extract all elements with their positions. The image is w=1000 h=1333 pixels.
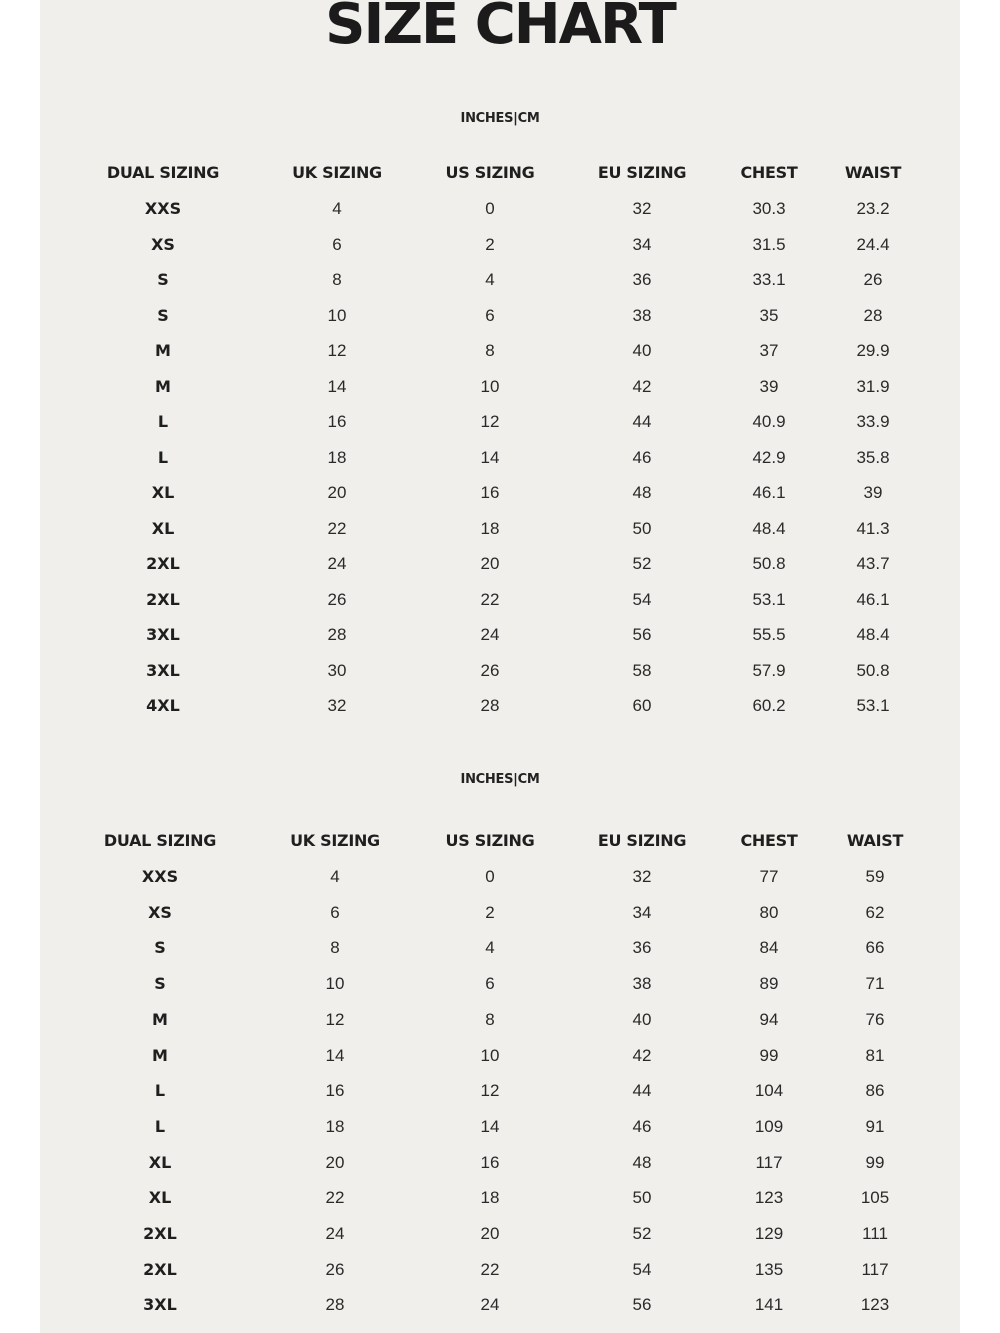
table-cell: 66 [865,938,885,958]
column-header: EU SIZING [597,163,687,182]
table-cell: 24.4 [856,234,890,254]
table-cell: 8 [485,341,495,360]
table-cell: 135 [754,1259,784,1279]
table-cell: 89 [759,974,779,994]
table-cell: 84 [759,938,779,958]
size-label-cell: XXS [141,867,179,886]
table-cell: 28 [325,1295,345,1315]
table-cell: 50 [632,1188,652,1208]
size-label-cell: 2XL [143,1224,177,1243]
table-cell: 40 [632,1009,652,1029]
table-cell: 117 [861,1259,889,1279]
table-cell: 16 [327,412,347,431]
table-cell: 14 [325,1045,345,1065]
table-cell: 40 [632,341,652,360]
table-cell: 20 [325,1152,345,1172]
table-cell: 57.9 [752,660,786,680]
table-cell: 6 [485,974,495,994]
table-cell: 48 [632,483,652,502]
table-cell: 42 [632,1045,652,1065]
table-cell: 44 [632,412,652,431]
table-cell: 43.7 [856,554,890,573]
table-cell: 22 [480,1259,500,1279]
table-cell: 26 [325,1259,345,1279]
table-cell: 76 [865,1009,885,1029]
table-cell: 18 [480,518,500,538]
table-cell: 36 [632,938,652,958]
size-label-cell: XXS [144,199,182,218]
table-cell: 8 [485,1009,495,1029]
table-cell: 24 [325,1224,345,1243]
size-label-cell: XL [151,518,175,538]
table-cell: 41.3 [856,518,890,538]
table-cell: 50 [632,518,652,538]
size-label-cell: L [157,412,169,431]
table-cell: 31.5 [752,234,786,254]
table-cell: 30.3 [752,199,786,218]
table-cell: 104 [754,1081,784,1101]
size-label-cell: 4XL [146,696,180,715]
table-cell: 14 [480,447,500,467]
size-label-cell: L [154,1081,166,1101]
table-cell: 4 [332,199,342,218]
table-cell: 10 [325,974,345,994]
table-cell: 54 [632,1259,652,1279]
table-cell: 4 [485,938,495,958]
table-cell: 48.4 [752,518,786,538]
table-cell: 46 [632,1116,652,1136]
column-header: UK SIZING [292,163,382,182]
table-cell: 26 [863,270,883,289]
table-cell: 12 [480,412,500,431]
unit-label: INCHES|CM [460,111,540,126]
size-label-cell: L [157,447,169,467]
size-label-cell: L [154,1116,166,1136]
table-cell: 4 [485,270,495,289]
table-cell: 55.5 [752,625,786,644]
table-cell: 2 [485,234,495,254]
table-cell: 18 [480,1188,500,1208]
table-cell: 16 [325,1081,345,1101]
table-cell: 12 [327,341,347,360]
table-cell: 8 [330,938,340,958]
table-cell: 33.1 [752,270,786,289]
table-cell: 34 [632,234,652,254]
table-cell: 48 [632,1152,652,1172]
table-cell: 56 [632,625,652,644]
size-label-cell: M [152,1009,168,1029]
table-cell: 6 [485,305,495,325]
table-cell: 35.8 [856,447,890,467]
table-cell: 42.9 [752,447,786,467]
table-cell: 22 [480,589,500,609]
table-cell: 129 [754,1224,784,1243]
table-cell: 8 [332,270,342,289]
table-cell: 50.8 [752,554,786,573]
table-cell: 48.4 [856,625,890,644]
column-header: EU SIZING [597,831,687,850]
table-cell: 38 [632,305,652,325]
size-label-cell: S [154,938,166,958]
table-cell: 56 [632,1295,652,1315]
table-cell: 32 [632,867,652,886]
table-cell: 14 [327,376,347,396]
table-cell: 10 [480,376,500,396]
table-cell: 71 [865,974,885,994]
table-cell: 37 [759,341,779,360]
table-cell: 38 [632,974,652,994]
table-cell: 32 [632,199,652,218]
table-cell: 18 [327,447,347,467]
table-cell: 28 [327,625,347,644]
table-cell: 33.9 [856,412,890,431]
table-cell: 6 [330,902,340,922]
table-cell: 14 [480,1116,500,1136]
table-cell: 99 [759,1045,779,1065]
table-cell: 62 [865,902,885,922]
size-label-cell: 2XL [146,554,180,573]
size-label-cell: XL [148,1188,172,1208]
table-cell: 86 [865,1081,885,1101]
size-label-cell: 3XL [146,625,180,644]
table-cell: 123 [860,1295,890,1315]
size-label-cell: 3XL [146,660,180,680]
table-cell: 109 [754,1116,784,1136]
table-cell: 34 [632,902,652,922]
table-cell: 60 [632,696,652,715]
table-cell: 53.1 [856,696,890,715]
column-header: WAIST [844,163,902,182]
column-header: US SIZING [445,163,535,182]
table-cell: 29.9 [856,341,890,360]
table-cell: 10 [480,1045,500,1065]
column-header: DUAL SIZING [103,831,217,850]
column-header: CHEST [740,163,798,182]
table-cell: 36 [632,270,652,289]
table-cell: 28 [863,305,883,325]
table-cell: 105 [860,1188,890,1208]
table-cell: 10 [327,305,347,325]
table-cell: 53.1 [752,589,786,609]
column-header: DUAL SIZING [106,163,220,182]
column-header: WAIST [846,831,904,850]
table-cell: 58 [632,660,652,680]
table-cell: 111 [862,1224,888,1243]
table-cell: 0 [485,199,495,218]
table-cell: 23.2 [856,199,890,218]
table-cell: 52 [632,554,652,573]
table-cell: 80 [759,902,779,922]
table-cell: 12 [325,1009,345,1029]
table-cell: 46.1 [856,589,890,609]
unit-label: INCHES|CM [460,772,540,787]
size-label-cell: XL [148,1152,172,1172]
column-header: UK SIZING [290,831,380,850]
table-cell: 46.1 [752,483,786,502]
size-label-cell: 2XL [143,1259,177,1279]
table-cell: 20 [480,1224,500,1243]
table-cell: 40.9 [752,412,786,431]
table-cell: 91 [865,1116,885,1136]
table-cell: 18 [325,1116,345,1136]
column-header: US SIZING [445,831,535,850]
table-cell: 0 [485,867,495,886]
table-cell: 16 [480,1152,500,1172]
table-cell: 94 [759,1009,779,1029]
size-label-cell: M [152,1045,168,1065]
table-cell: 46 [632,447,652,467]
table-cell: 54 [632,589,652,609]
table-cell: 32 [327,696,347,715]
column-header: CHEST [740,831,798,850]
table-cell: 60.2 [752,696,786,715]
size-label-cell: XS [151,234,175,254]
table-cell: 28 [480,696,500,715]
table-cell: 141 [754,1295,784,1315]
table-cell: 20 [327,483,347,502]
table-cell: 50.8 [856,660,890,680]
table-cell: 16 [480,483,500,502]
size-label-cell: S [157,270,169,289]
table-cell: 52 [632,1224,652,1243]
size-label-cell: XL [151,483,175,502]
size-label-cell: 3XL [143,1295,177,1315]
table-cell: 6 [332,234,342,254]
table-cell: 12 [480,1081,500,1101]
table-cell: 30 [327,660,347,680]
table-cell: 4 [330,867,340,886]
table-cell: 35 [759,305,779,325]
table-cell: 99 [865,1152,885,1172]
table-cell: 24 [480,625,500,644]
table-cell: 42 [632,376,652,396]
table-cell: 123 [754,1188,784,1208]
table-cell: 22 [325,1188,345,1208]
table-cell: 24 [480,1295,500,1315]
table-cell: 81 [865,1045,885,1065]
size-label-cell: S [154,974,166,994]
table-cell: 2 [485,902,495,922]
table-cell: 59 [865,867,885,886]
table-cell: 44 [632,1081,652,1101]
page-title: SIZE CHART [325,0,675,57]
size-label-cell: M [155,341,171,360]
size-label-cell: 2XL [146,589,180,609]
size-label-cell: M [155,376,171,396]
table-cell: 39 [759,376,779,396]
table-cell: 26 [327,589,347,609]
table-cell: 20 [480,554,500,573]
table-cell: 77 [759,867,779,886]
table-cell: 26 [480,660,500,680]
table-cell: 117 [755,1152,783,1172]
size-label-cell: S [157,305,169,325]
size-label-cell: XS [148,902,172,922]
table-cell: 22 [327,518,347,538]
table-cell: 39 [863,483,883,502]
table-cell: 24 [327,554,347,573]
table-cell: 31.9 [856,376,890,396]
